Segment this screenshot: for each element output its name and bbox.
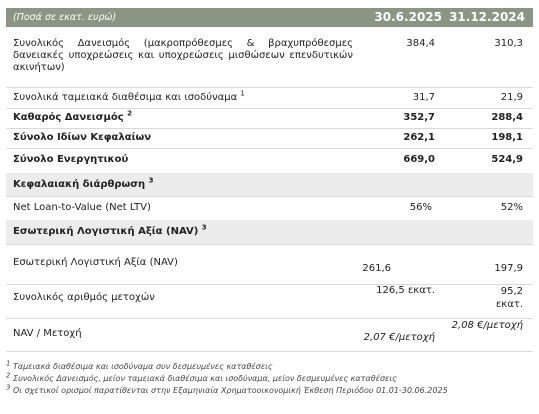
section-label-text: Εσωτερική Λογιστική Αξία (NAV) bbox=[13, 226, 199, 237]
row-value-2025: 31,7 bbox=[412, 92, 435, 103]
footnote-number: 3 bbox=[6, 383, 11, 392]
footnote-ref: 3 bbox=[148, 176, 154, 185]
row-label bbox=[13, 89, 245, 104]
row-label: Σύνολο Ιδίων Κεφαλαίων bbox=[13, 132, 152, 143]
section-capital-structure bbox=[6, 173, 533, 197]
row-value-2024: 2,08 €/μετοχή bbox=[451, 320, 523, 331]
table-row-net-ltv bbox=[6, 196, 533, 221]
row-label: Συνολικός Δανεισμός (μακροπρόθεσμες & βραχυπρόθεσμες δανειακές υποχρεώσεις και υποχρεώσεις μισθώσεων επενδυτικών ακινήτων) bbox=[13, 38, 353, 73]
footnote-ref: 1 bbox=[240, 89, 245, 98]
footnote-number: 1 bbox=[6, 359, 11, 368]
table-row-total-borrowing bbox=[6, 35, 533, 88]
row-value-2024: 21,9 bbox=[500, 92, 523, 103]
row-value-2024: 52% bbox=[500, 202, 523, 213]
row-label: Εσωτερική Λογιστική Αξία (NAV) bbox=[13, 257, 178, 268]
row-value-2025: 262,1 bbox=[403, 132, 435, 143]
section-nav bbox=[6, 220, 533, 245]
section-label-text: Κεφαλαιακή διάρθρωση bbox=[13, 179, 146, 190]
footnote-number: 2 bbox=[6, 371, 11, 380]
table-row-equity bbox=[6, 128, 533, 149]
row-label-text: Συνολικά ταμειακά διαθέσιμα και ισοδύναμα bbox=[13, 92, 238, 103]
row-label-text: Καθαρός Δανεισμός bbox=[13, 112, 124, 123]
row-value-2024-unit: εκατ. bbox=[495, 299, 523, 310]
column-header-31-12-2024: 31.12.2024 bbox=[449, 10, 525, 24]
row-label: NAV / Μετοχή bbox=[13, 328, 82, 339]
row-value-2025: 352,7 bbox=[403, 112, 435, 123]
table-header bbox=[6, 8, 533, 27]
table-row-nav-per-share bbox=[6, 318, 533, 352]
row-value-2024: 197,9 bbox=[494, 263, 523, 274]
header-caption: (Ποσά σε εκατ. ευρώ) bbox=[13, 12, 117, 23]
row-value-2024: 524,9 bbox=[491, 154, 523, 165]
row-value-2025: 669,0 bbox=[403, 154, 435, 165]
row-value-2024 bbox=[496, 285, 523, 311]
footnote-3 bbox=[6, 383, 448, 395]
section-label bbox=[13, 176, 154, 191]
row-value-2025: 261,6 bbox=[362, 263, 391, 274]
row-value-2024-number: 95,2 bbox=[500, 286, 523, 297]
row-value-2024: 198,1 bbox=[491, 132, 523, 143]
footnote-ref: 3 bbox=[201, 223, 207, 232]
column-header-30-6-2025: 30.6.2025 bbox=[374, 10, 442, 24]
section-label bbox=[13, 223, 207, 238]
row-label: Σύνολο Ενεργητικού bbox=[13, 154, 129, 165]
row-value-2025: 56% bbox=[409, 202, 432, 213]
row-label bbox=[13, 109, 132, 124]
footnote-ref: 2 bbox=[127, 109, 132, 118]
footnote-1 bbox=[6, 359, 273, 371]
row-value-2024: 288,4 bbox=[491, 112, 523, 123]
table-row-nav bbox=[6, 244, 533, 285]
footnote-text: Ταμειακά διαθέσιμα και ισοδύναμα συν δεσμευμένες καταθέσεις bbox=[13, 362, 273, 371]
row-value-2025: 2,07 €/μετοχή bbox=[363, 332, 435, 343]
row-label: Συνολικός αριθμός μετοχών bbox=[13, 292, 155, 303]
table-row-net-borrowing bbox=[6, 108, 533, 129]
row-value-2025: 126,5 εκατ. bbox=[376, 285, 435, 296]
table-row-share-count bbox=[6, 284, 533, 319]
row-label: Net Loan-to-Value (Net LTV) bbox=[13, 202, 151, 213]
row-value-2024: 310,3 bbox=[494, 38, 523, 49]
footnote-text: Οι σχετικοί ορισμοί παρατίθενται στην Εξαμηνιαία Χρηματοοικονομική Έκθεση Περιόδου 01.01-30.06.2025 bbox=[13, 386, 448, 395]
row-value-2025: 384,4 bbox=[406, 38, 435, 49]
table-row-total-assets bbox=[6, 148, 533, 174]
footnote-text: Συνολικός Δανεισμός, μείον ταμειακά διαθέσιμα και ισοδύναμα, μείον δεσμευμένες καταθέσεις bbox=[13, 374, 397, 383]
footnote-2 bbox=[6, 371, 397, 383]
table-row-cash bbox=[6, 87, 533, 109]
